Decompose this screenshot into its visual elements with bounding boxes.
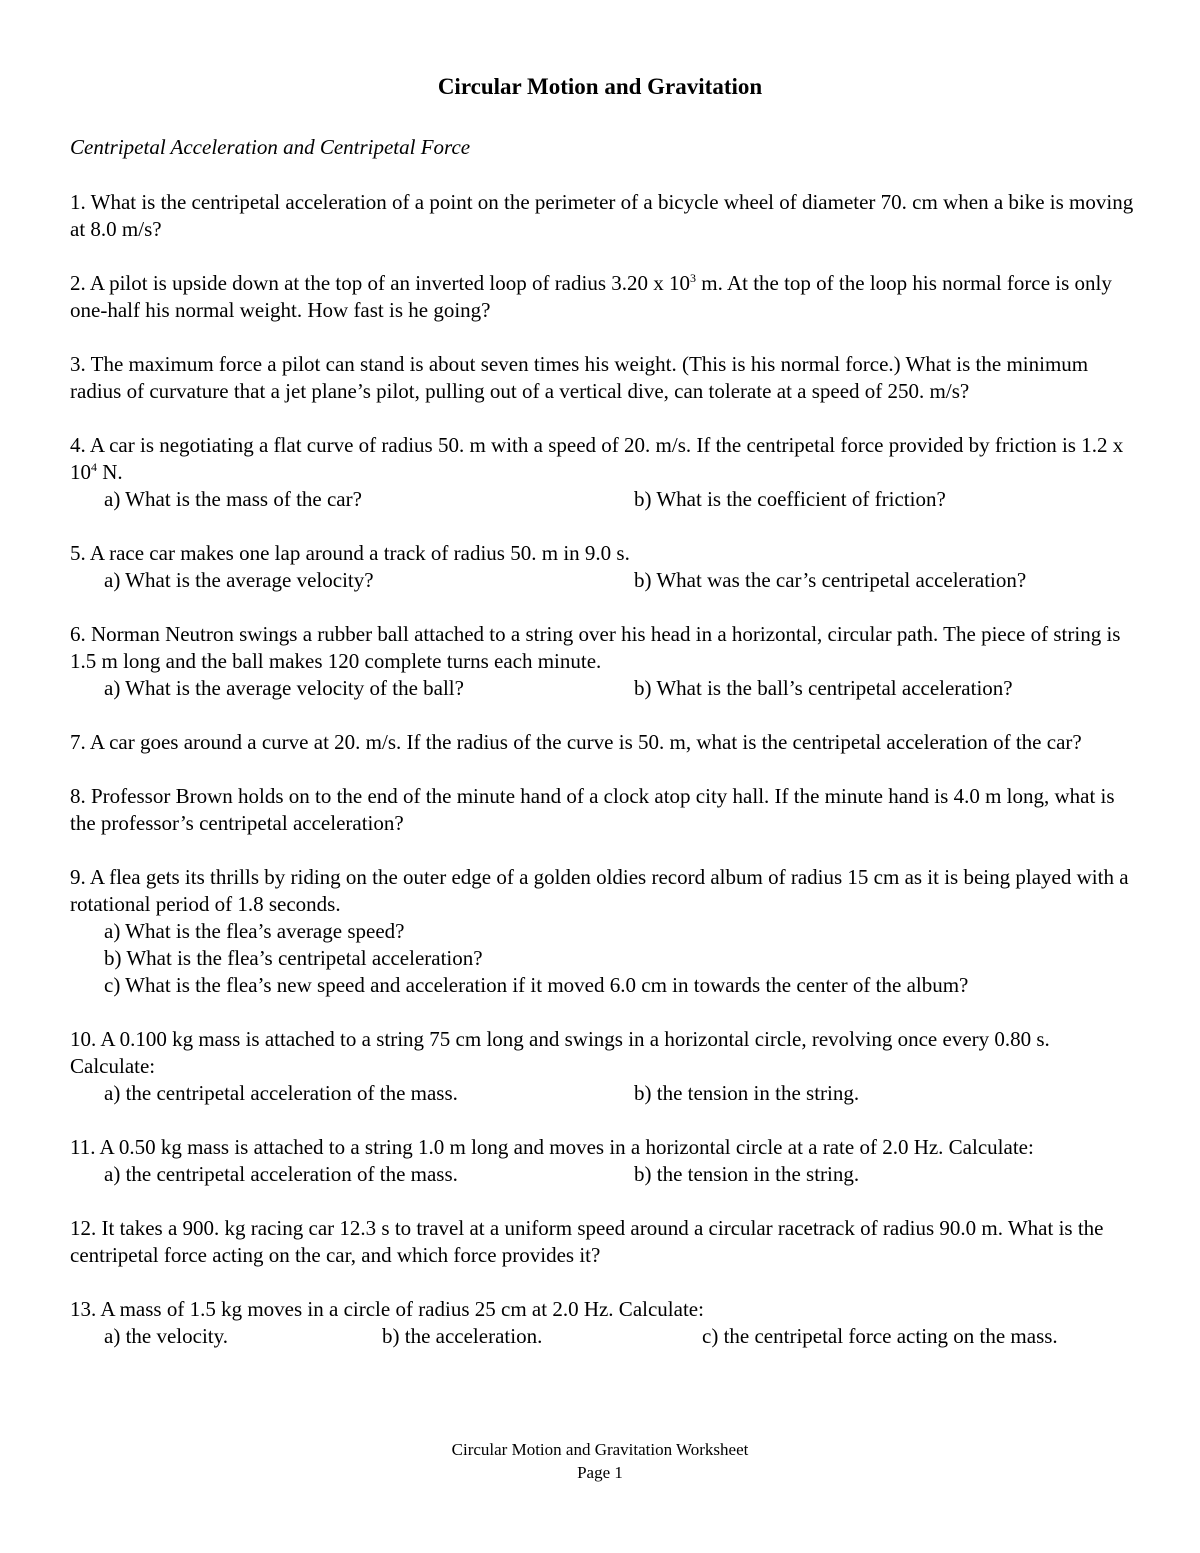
- question-9-part-c: c) What is the flea’s new speed and acceleration if it moved 6.0 cm in towards the center of the album?: [104, 973, 969, 997]
- question-2: [70, 270, 1140, 324]
- question-4-text-start: 4. A car is negotiating a flat curve of radius 50. m with a speed of 20. m/s. If the centripetal force provided by friction is 1.2 x 10: [70, 433, 1124, 484]
- question-10-part-b: b) the tension in the string.: [634, 1081, 860, 1105]
- question-6-part-a: a) What is the average velocity of the ball?: [104, 676, 464, 700]
- question-13-text: 13. A mass of 1.5 kg moves in a circle of radius 25 cm at 2.0 Hz. Calculate:: [70, 1297, 704, 1321]
- page-number: Page 1: [577, 1463, 623, 1482]
- question-6-part-b: b) What is the ball’s centripetal acceleration?: [634, 676, 1013, 700]
- question-6-parts: [70, 675, 1140, 702]
- question-12-text: 12. It takes a 900. kg racing car 12.3 s to travel at a uniform speed around a circular racetrack of radius 90.0 m. What is the centripetal force acting on the car, and which force provides it?: [70, 1216, 1104, 1267]
- question-2-text-end: m. At the top of the loop his normal force is only one-half his normal weight. How fast is he going?: [70, 271, 1112, 322]
- question-4-part-a: a) What is the mass of the car?: [104, 487, 362, 511]
- question-1: [70, 189, 1140, 243]
- question-list: [70, 189, 1140, 1377]
- question-3-text: 3. The maximum force a pilot can stand is about seven times his weight. (This is his normal force.) What is the minimum radius of curvature that a jet plane’s pilot, pulling out of a vertical dive, can tolerate at a speed of 250. m/s?: [70, 352, 1089, 403]
- question-13-part-c: c) the centripetal force acting on the mass.: [702, 1324, 1058, 1348]
- question-4-part-b: b) What is the coefficient of friction?: [634, 487, 946, 511]
- question-10-part-a: a) the centripetal acceleration of the mass.: [104, 1081, 458, 1105]
- question-10: [70, 1026, 1140, 1107]
- question-2-text: [70, 270, 1140, 324]
- question-8-text: 8. Professor Brown holds on to the end of the minute hand of a clock atop city hall. If the minute hand is 4.0 m long, what is the professor’s centripetal acceleration?: [70, 784, 1115, 835]
- question-11-parts: [70, 1161, 1140, 1188]
- question-7: [70, 729, 1140, 756]
- question-4-text-end: N.: [97, 460, 123, 484]
- question-1-text: 1. What is the centripetal acceleration of a point on the perimeter of a bicycle wheel of diameter 70. cm when a bike is moving at 8.0 m/s?: [70, 190, 1134, 241]
- question-6: [70, 621, 1140, 702]
- question-2-exponent: 3: [690, 271, 697, 285]
- question-5-part-b: b) What was the car’s centripetal acceleration?: [634, 568, 1027, 592]
- question-5-part-a: a) What is the average velocity?: [104, 568, 374, 592]
- question-4-exponent: 4: [91, 460, 97, 474]
- page-title: Circular Motion and Gravitation: [437, 74, 763, 99]
- question-12: [70, 1215, 1140, 1269]
- question-10-text: 10. A 0.100 kg mass is attached to a string 75 cm long and swings in a horizontal circle, revolving once every 0.80 s. Calculate:: [70, 1027, 1050, 1078]
- question-4-parts: [70, 486, 1140, 513]
- question-13-part-a: a) the velocity.: [104, 1324, 229, 1348]
- question-13-parts: [70, 1323, 1140, 1350]
- question-9-part-b: b) What is the flea’s centripetal acceleration?: [104, 946, 483, 970]
- question-13-part-b: b) the acceleration.: [382, 1324, 543, 1348]
- question-13: [70, 1296, 1140, 1350]
- section-heading: Centripetal Acceleration and Centripetal Force: [70, 135, 471, 159]
- question-11-text: 11. A 0.50 kg mass is attached to a string 1.0 m long and moves in a horizontal circle at a rate of 2.0 Hz. Calculate:: [70, 1135, 1034, 1159]
- question-4-text: [70, 432, 1140, 486]
- question-5-text: 5. A race car makes one lap around a track of radius 50. m in 9.0 s.: [70, 541, 630, 565]
- question-9: [70, 864, 1140, 999]
- question-3: [70, 351, 1140, 405]
- question-6-text: 6. Norman Neutron swings a rubber ball attached to a string over his head in a horizontal, circular path. The piece of string is 1.5 m long and the ball makes 120 complete turns each minute.: [70, 622, 1121, 673]
- question-11-part-b: b) the tension in the string.: [634, 1162, 860, 1186]
- question-5: [70, 540, 1140, 594]
- question-7-text: 7. A car goes around a curve at 20. m/s. If the radius of the curve is 50. m, what is the centripetal acceleration of the car?: [70, 730, 1082, 754]
- question-4: [70, 432, 1140, 513]
- question-9-text: 9. A flea gets its thrills by riding on the outer edge of a golden oldies record album of radius 15 cm as it is being played with a rotational period of 1.8 seconds.: [70, 865, 1129, 916]
- question-2-text-start: 2. A pilot is upside down at the top of an inverted loop of radius 3.20 x 10: [70, 271, 691, 295]
- footer-title: Circular Motion and Gravitation Worksheet: [451, 1440, 749, 1459]
- question-9-part-a: a) What is the flea’s average speed?: [104, 919, 405, 943]
- question-5-parts: [70, 567, 1140, 594]
- question-11: [70, 1134, 1140, 1188]
- question-11-part-a: a) the centripetal acceleration of the mass.: [104, 1162, 458, 1186]
- page-footer: [0, 1438, 1200, 1484]
- question-10-parts: [70, 1080, 1140, 1107]
- question-8: [70, 783, 1140, 837]
